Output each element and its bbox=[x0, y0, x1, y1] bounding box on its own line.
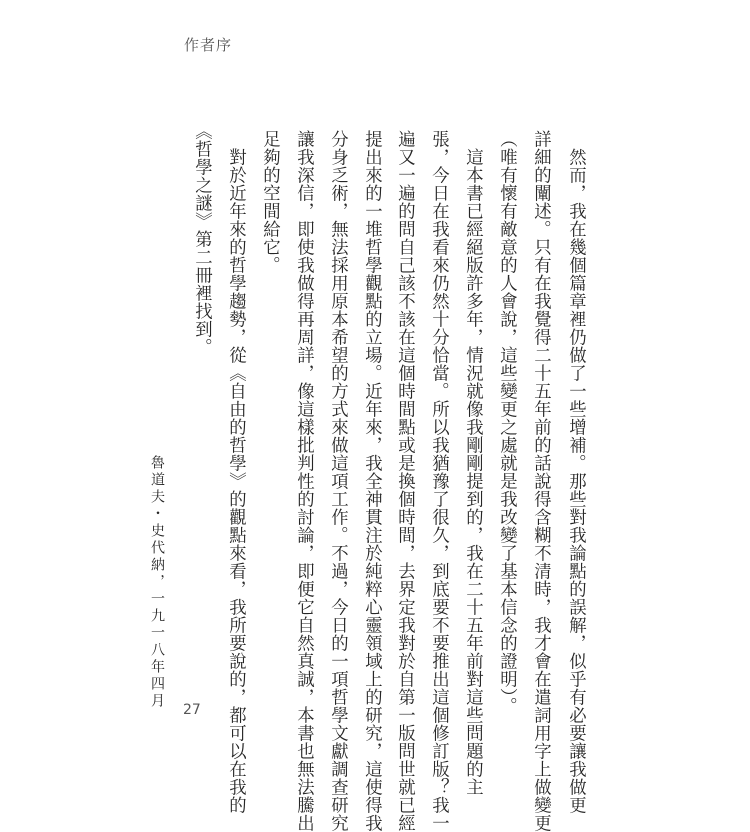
text-column-6: 遍又一遍的問自己該不該在這個時間點或是換個時間，去界定我對於自第一版問世就已經 bbox=[394, 130, 415, 832]
text-column-2: 詳細的闡述。只有在我覺得二十五年前的話說得含糊不清時，我才會在遣詞用字上做變更 bbox=[530, 130, 551, 832]
text-column-3: （唯有懷有敵意的人會說，這些變更之處就是我改變了基本信念的證明）。 bbox=[496, 130, 517, 716]
text-column-11: 對於近年來的哲學趨勢，從《自由的哲學》的觀點來看，我所要說的，都可以在我的 bbox=[225, 148, 246, 814]
author-signature: 魯道夫・史代納，一九一八年四月 bbox=[149, 455, 165, 710]
text-column-1: 然而，我在幾個篇章裡仍做了一些增補。那些對我論點的誤解，似乎有必要讓我做更 bbox=[565, 148, 586, 814]
text-column-9: 讓我深信，即使我做得再周詳，像這樣批判性的討論，即便它自然真誠，本書也無法騰出 bbox=[293, 130, 314, 832]
text-column-12: 《哲學之謎》第二冊裡找到。 bbox=[191, 122, 212, 356]
text-column-7: 提出來的一堆哲學觀點的立場。近年來，我全神貫注於純粹心靈領域上的研究，這使得我 bbox=[361, 130, 382, 832]
text-column-10: 足夠的空間給它。 bbox=[259, 130, 280, 274]
running-head: 作者序 bbox=[184, 36, 233, 54]
text-column-4: 這本書已經絕版許多年，情況就像我剛剛提到的，我在二十五年前對這些問題的主 bbox=[462, 148, 483, 796]
text-column-5: 張，今日在我看來仍然十分恰當。所以我猶豫了很久，到底要不要推出這個修訂版？我一 bbox=[428, 130, 449, 832]
text-column-8: 分身乏術，無法採用原本希望的方式來做這項工作。不過，今日的一項哲學文獻調查研究 bbox=[327, 130, 348, 832]
page-number: 27 bbox=[183, 702, 201, 718]
